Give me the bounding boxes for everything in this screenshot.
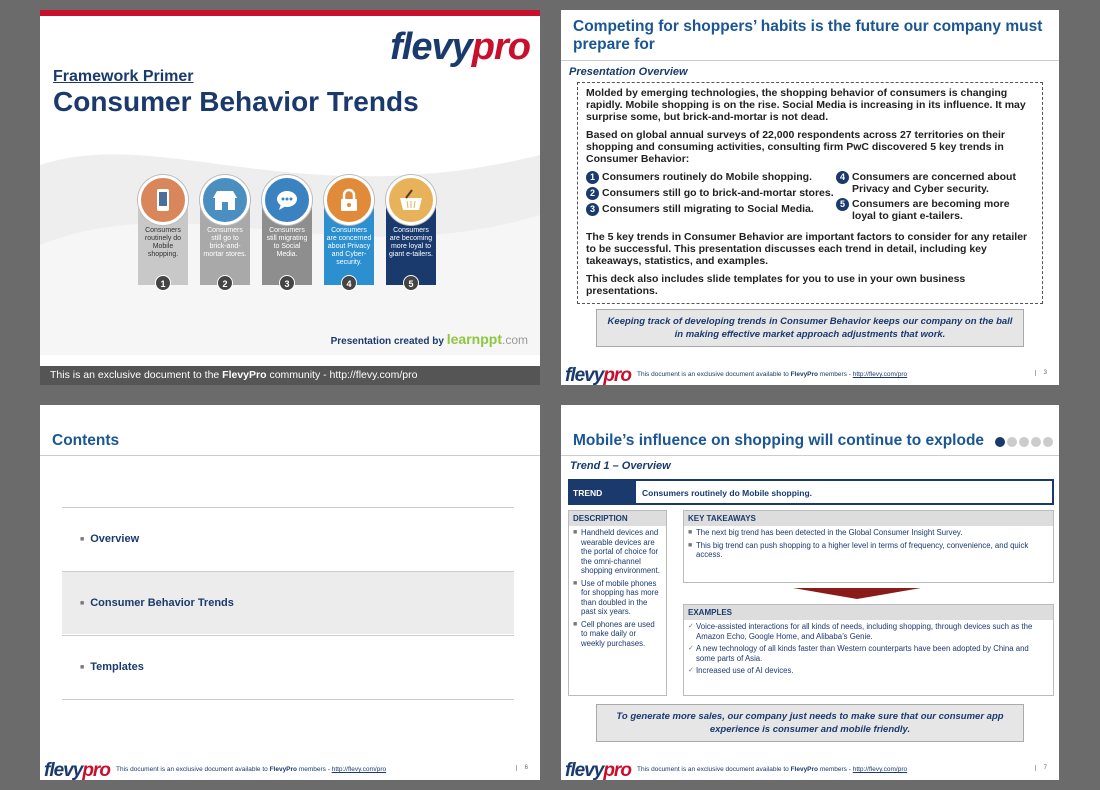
bullet-icon: ■	[688, 529, 693, 536]
list-item: ■ Handheld devices and wearable devices are the portal of choice for the omni-channel shopping environment.	[573, 528, 660, 575]
slide-footer	[561, 365, 1059, 385]
number-badge: 5	[836, 198, 849, 211]
panel-header: EXAMPLES	[684, 605, 1053, 620]
deck-title: Consumer Behavior Trends	[53, 86, 419, 117]
list-item: ✓ A new technology of all kinds faster than Western counterparts have been adopted by China and some parts of Asia.	[688, 644, 1029, 663]
paragraph: This deck also includes slide templates for you to use in your own business presentations.	[586, 273, 966, 297]
bullet-icon: ✓	[688, 667, 694, 674]
page-number: 7	[1035, 765, 1047, 771]
shopping-basket-icon	[386, 175, 436, 225]
slide-footer	[40, 760, 540, 780]
slide-overview[interactable]	[561, 10, 1059, 385]
description-panel	[568, 510, 667, 696]
number-badge: 2	[586, 187, 599, 200]
slide-contents[interactable]	[40, 405, 540, 780]
trend-column	[138, 175, 188, 295]
slide-subtitle: Presentation Overview	[569, 66, 688, 78]
trend-column	[324, 175, 374, 295]
bullet-icon: ■	[573, 529, 578, 536]
slide-footer	[561, 760, 1059, 780]
slide-footer: This is an exclusive document to the FlevyPro community - http://flevy.com/pro	[40, 366, 540, 385]
progress-dot	[1043, 437, 1053, 447]
callout-box: Keeping track of developing trends in Consumer Behavior keeps our company on the ball in making effective market approach adjustments that work.	[596, 309, 1024, 347]
trend-list-item: 5 Consumers are becoming more loyal to giant e-tailers.	[836, 198, 1026, 222]
trend-box: Consumers are becoming more loyal to giant e-tailers.	[386, 205, 436, 285]
footer-link[interactable]: http://flevy.com/pro	[852, 371, 908, 378]
store-icon	[200, 175, 250, 225]
slide-title[interactable]	[40, 10, 540, 385]
number-badge: 1	[586, 171, 599, 184]
list-item: ■ This big trend can push shopping to a higher level in terms of frequency, convenience, and quick access.	[688, 540, 1029, 559]
footer-text: This document is an exclusive document available to FlevyPro members - http://flevy.com/pro	[637, 371, 908, 378]
trend-box: Consumers routinely do Mobile shopping.	[138, 205, 188, 285]
panel-header: DESCRIPTION	[569, 511, 666, 526]
contents-item-overview[interactable]: ■ Overview	[80, 533, 140, 545]
trend-box: Consumers still migrating to Social Media.	[262, 205, 312, 285]
footer-link[interactable]: http://flevy.com/pro	[331, 766, 387, 773]
list-item: ■ Use of mobile phones for shopping has more than doubled in the past six years.	[573, 578, 659, 616]
list-item: ✓ Increased use of AI devices.	[688, 666, 794, 675]
key-takeaways-panel	[683, 510, 1054, 583]
paragraph: Based on global annual surveys of 22,000 respondents across 27 territories on their shopping and consuming activities, consulting firm PwC discovered 5 key trends in Consumer Behavior:	[586, 129, 1005, 165]
page-number: 3	[1035, 370, 1047, 376]
framework-label: Framework Primer	[53, 68, 194, 85]
bullet-icon: ■	[573, 579, 578, 587]
trend-banner	[568, 479, 1054, 505]
bullet-icon: ✓	[688, 623, 694, 630]
progress-dot	[1031, 437, 1041, 447]
smartphone-icon	[138, 175, 188, 225]
flevypro-logo: flevypro	[44, 760, 110, 780]
panel-header: KEY TAKEAWAYS	[684, 511, 1053, 526]
divider	[62, 699, 514, 700]
contents-item-templates[interactable]: ■ Templates	[80, 661, 144, 673]
trend-number: 3	[279, 275, 295, 291]
bullet-icon: ✓	[688, 645, 694, 652]
slide-title: Mobile’s influence on shopping will continue to explode	[573, 432, 985, 449]
trend-column	[200, 175, 250, 295]
progress-dot	[1019, 437, 1029, 447]
overview-text-box	[577, 82, 1043, 304]
footer-text: This document is an exclusive document available to FlevyPro members - http://flevy.com/pro	[116, 766, 387, 773]
slide-trend-1[interactable]	[561, 405, 1059, 780]
flevypro-logo: flevypro	[390, 26, 530, 68]
divider	[561, 60, 1059, 61]
examples-panel	[683, 604, 1054, 696]
trend-column	[386, 175, 436, 295]
trend-list-item: 3 Consumers still migrating to Social Media.	[586, 203, 836, 216]
trend-box: Consumers still go to brick-and-mortar stores.	[200, 205, 250, 285]
down-arrow-icon	[793, 588, 921, 599]
trend-number: 1	[155, 275, 171, 291]
flevypro-logo: flevypro	[565, 365, 631, 385]
callout-box: To generate more sales, our company just needs to make sure that our consumer app experience is consumer and mobile friendly.	[596, 704, 1024, 742]
contents-item-trends[interactable]: ■ Consumer Behavior Trends	[62, 572, 514, 634]
slide-subtitle: Trend 1 – Overview	[570, 460, 671, 472]
trend-list-item: 2 Consumers still go to brick-and-mortar stores.	[586, 187, 836, 200]
trend-box: Consumers are concerned about Privacy and Cyber-security.	[324, 205, 374, 285]
chat-bubble-icon	[262, 175, 312, 225]
top-accent-bar	[40, 10, 540, 16]
presentation-credit: Presentation created by learnppt.com	[330, 331, 528, 347]
paragraph: The 5 key trends in Consumer Behavior are important factors to consider for any retailer to be successful. This presentation discusses each trend in detail, including key takeaways, statistics, and examples.	[586, 231, 1028, 267]
divider	[561, 455, 1059, 456]
progress-dot	[995, 437, 1005, 447]
trend-number: 2	[217, 275, 233, 291]
lock-icon	[324, 175, 374, 225]
divider	[40, 455, 540, 456]
trend-number: 5	[403, 275, 419, 291]
trend-list-item: 4 Consumers are concerned about Privacy and Cyber security.	[836, 171, 1026, 195]
trend-list	[586, 171, 1034, 225]
paragraph: Molded by emerging technologies, the shopping behavior of consumers is changing rapidly. Mobile shopping is on the rise. Social Media is increasing in its influence. It may surprise some, but brick-and-mortar is not dead.	[586, 87, 1026, 123]
trend-columns	[138, 175, 438, 295]
list-item: ■ Cell phones are used to make daily or weekly purchases.	[573, 619, 655, 648]
bullet-icon: ■	[688, 541, 693, 549]
bullet-icon: ■	[573, 620, 578, 628]
flevypro-logo: flevypro	[565, 760, 631, 780]
number-badge: 3	[586, 203, 599, 216]
page-number: 6	[516, 765, 528, 771]
number-badge: 4	[836, 171, 849, 184]
trend-column	[262, 175, 312, 295]
trend-value: Consumers routinely do Mobile shopping.	[642, 488, 813, 498]
slide-title: Competing for shoppers’ habits is the future our company must prepare for	[573, 18, 1043, 53]
list-item: ■ The next big trend has been detected in the Global Consumer Insight Survey.	[688, 528, 963, 537]
progress-dots	[995, 437, 1053, 447]
footer-link[interactable]: http://flevy.com/pro	[852, 766, 908, 773]
trend-number: 4	[341, 275, 357, 291]
slide-title: Contents	[52, 432, 120, 449]
footer-text: This document is an exclusive document available to FlevyPro members - http://flevy.com/pro	[637, 766, 908, 773]
trend-label: TREND	[570, 481, 636, 503]
trend-list-item: 1 Consumers routinely do Mobile shopping.	[586, 171, 836, 184]
progress-dot	[1007, 437, 1017, 447]
list-item: ✓ Voice-assisted interactions for all kinds of needs, including shopping, through devices such as the Amazon Echo, Google Home, and Alibaba’s Genie.	[688, 622, 1033, 641]
